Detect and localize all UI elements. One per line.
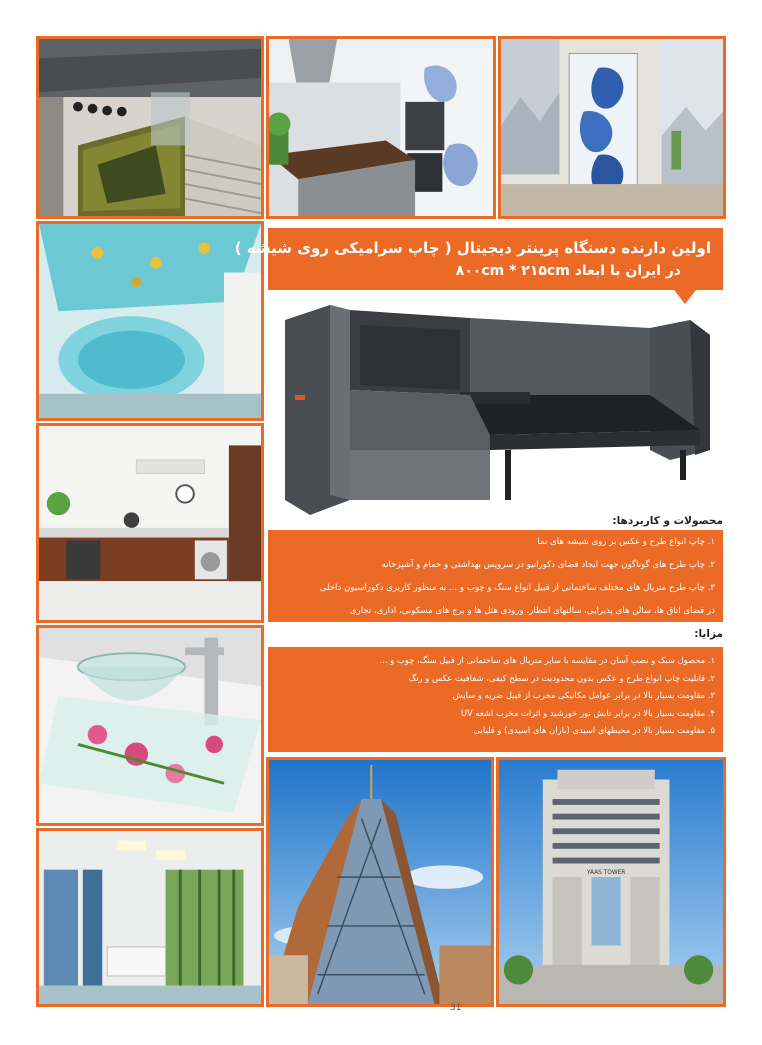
list-item: ۴. مقاومت بسیار بالا در برابر تابش نور خورشید و اثرات مخرب اشعه UV <box>460 707 715 718</box>
advantages-list <box>268 647 723 752</box>
photo-kitchen-white-wood <box>36 423 264 623</box>
products-list <box>268 530 723 622</box>
advantages-heading: مزایا: <box>694 628 723 640</box>
photo-bathroom-fish-ceiling <box>36 221 264 421</box>
page-number: 31 <box>450 1003 462 1013</box>
products-heading: محصولات و کاربردها: <box>612 515 723 527</box>
list-item: ۲. چاپ طرح های گوناگون جهت ایجاد فضای دکوراتیو در سرویس بهداشتی و حمام و آشپزخانه <box>381 560 715 570</box>
photo-bathroom-bamboo <box>36 828 264 1007</box>
photo-glass-sink-flowers <box>36 625 264 826</box>
list-item: ۱. محصول سبک و نصب آسان در مقایسه با سایر متریال های ساختمانی از قبیل سنگ، چوب و ... <box>379 655 715 665</box>
printer-image <box>270 300 725 515</box>
building-sign-text: YAAS TOWER <box>586 870 626 877</box>
photo-glass-shower-flowers <box>498 36 726 219</box>
photo-building-yaas-tower <box>496 757 726 1007</box>
list-item: ۳. چاپ طرح متریال های مختلف ساختمانی از قبیل انواع سنگ و چوب و ... به منظور کاربری دکوراسیون داخلی <box>319 583 715 593</box>
photo-building-glass-tower <box>266 757 494 1007</box>
list-item: ۵. مقاومت بسیار بالا در محیطهای اسیدی (باران های اسیدی) و قلیایی <box>473 725 715 735</box>
photo-glass-staircase <box>36 36 264 219</box>
headline-banner <box>234 228 723 290</box>
list-item: ۱. چاپ انواع طرح و عکس بر روی شیشه های نما <box>537 537 715 547</box>
headline-line-2: در ایران با ابعاد ۸۰۰cm * ۲۱۵cm <box>455 263 681 279</box>
photo-kitchen-floral-glass <box>266 36 496 219</box>
list-item: ۲. قابلیت چاپ انواع طرح و عکس بدون محدودیت در سطح کیفی، شفافیت عکس و رنگ <box>408 672 715 683</box>
list-item: ۳. مقاومت بسیار بالا در برابر عوامل مکانیکی مخرب از قبیل ضربه و سایش <box>452 690 715 700</box>
headline-line-1: اولین دارنده دستگاه پرینتر دیجیتال ( چاپ سرامیکی روی شیشه ) <box>234 239 711 257</box>
list-item: در فضای اتاق ها، سالن های پذیرایی، سالنهای انتظار، ورودی هتل ها و برج های مسکونی، اداری، تجاری <box>349 606 715 616</box>
